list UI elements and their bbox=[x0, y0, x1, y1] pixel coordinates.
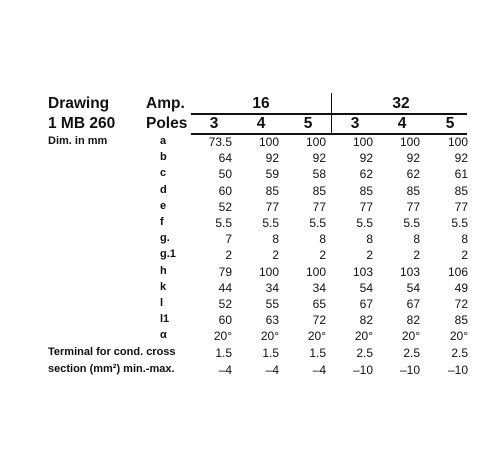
table-cell: 2 bbox=[366, 248, 373, 263]
table-cell: 34 bbox=[312, 280, 326, 295]
table-cell: 2 bbox=[272, 248, 279, 263]
table-cell: 72 bbox=[312, 313, 326, 328]
row-key-h: h bbox=[160, 264, 167, 277]
terminal-min-value: 1.5 bbox=[262, 345, 279, 360]
table-cell: 79 bbox=[218, 264, 232, 279]
terminal-max-value: –10 bbox=[399, 362, 420, 377]
table-cell: 67 bbox=[359, 297, 373, 311]
table-cell: 85 bbox=[312, 183, 326, 198]
table-cell: 8 bbox=[272, 232, 279, 247]
table-cell: 5.5 bbox=[451, 216, 468, 230]
row-key-f: f bbox=[160, 216, 164, 228]
row-key-k: k bbox=[160, 280, 167, 293]
table-cell: 60 bbox=[218, 313, 232, 328]
table-cell: 100 bbox=[258, 264, 279, 279]
row-key-e: e bbox=[160, 199, 167, 212]
table-cell: 50 bbox=[218, 167, 232, 182]
table-cell: 8 bbox=[413, 232, 420, 247]
poles-header: 5 bbox=[303, 115, 313, 132]
table-cell: 20° bbox=[213, 329, 232, 344]
table-cell: 55 bbox=[265, 297, 279, 311]
terminal-max-value: –10 bbox=[352, 362, 373, 377]
table-cell: 2 bbox=[413, 248, 420, 263]
table-cell: 5.5 bbox=[356, 216, 373, 230]
amp-label: Amp. bbox=[146, 95, 185, 112]
table-cell: 100 bbox=[447, 135, 468, 149]
table-cell: 77 bbox=[312, 199, 326, 214]
amp-group-16: 16 bbox=[252, 95, 270, 112]
row-key-b: b bbox=[160, 151, 167, 164]
table-cell: 20° bbox=[307, 329, 326, 344]
table-cell: 85 bbox=[359, 183, 373, 198]
poles-header: 5 bbox=[445, 115, 455, 132]
row-key-c: c bbox=[160, 167, 167, 180]
table-cell: 49 bbox=[454, 280, 468, 295]
table-cell: 77 bbox=[406, 199, 420, 214]
table-cell: 100 bbox=[352, 135, 373, 149]
table-cell: 20° bbox=[260, 329, 279, 344]
table-cell: 85 bbox=[406, 183, 420, 198]
terminal-label-line1: Terminal for cond. cross bbox=[48, 345, 176, 358]
table-cell: 77 bbox=[454, 199, 468, 214]
row-key-l: l bbox=[160, 297, 164, 309]
header-rule-top bbox=[191, 113, 467, 115]
table-cell: 77 bbox=[359, 199, 373, 214]
terminal-min-value: 2.5 bbox=[451, 345, 468, 360]
terminal-min-value: 2.5 bbox=[356, 345, 373, 360]
table-cell: 100 bbox=[399, 135, 420, 149]
terminal-max-value: –4 bbox=[218, 362, 232, 377]
table-cell: 106 bbox=[447, 264, 468, 279]
poles-header: 4 bbox=[256, 115, 266, 132]
table-cell: 5.5 bbox=[262, 216, 279, 230]
terminal-max-value: –4 bbox=[312, 362, 326, 377]
table-cell: 20° bbox=[449, 329, 468, 344]
table-cell: 58 bbox=[312, 167, 326, 182]
table-cell: 62 bbox=[359, 167, 373, 182]
table-cell: 5.5 bbox=[403, 216, 420, 230]
table-cell: 54 bbox=[359, 280, 373, 295]
table-cell: 61 bbox=[454, 167, 468, 182]
table-cell: 72 bbox=[454, 297, 468, 311]
table-cell: 5.5 bbox=[215, 216, 232, 230]
table-cell: 92 bbox=[454, 151, 468, 166]
table-cell: 77 bbox=[265, 199, 279, 214]
table-cell: 82 bbox=[406, 313, 420, 328]
table-cell: 92 bbox=[312, 151, 326, 166]
table-cell: 73.5 bbox=[208, 135, 232, 149]
table-cell: 92 bbox=[265, 151, 279, 166]
table-cell: 64 bbox=[218, 151, 232, 166]
terminal-max-value: –4 bbox=[265, 362, 279, 377]
row-key-d: d bbox=[160, 183, 167, 196]
table-cell: 7 bbox=[225, 232, 232, 247]
table-cell: 52 bbox=[218, 199, 232, 214]
table-cell: 20° bbox=[354, 329, 373, 344]
amp-group-32: 32 bbox=[392, 95, 410, 112]
table-cell: 20° bbox=[401, 329, 420, 344]
table-cell: 59 bbox=[265, 167, 279, 182]
table-cell: 63 bbox=[265, 313, 279, 328]
table-cell: 103 bbox=[399, 264, 420, 279]
table-cell: 92 bbox=[406, 151, 420, 166]
table-cell: 2 bbox=[461, 248, 468, 263]
terminal-label-line2: section (mm²) min.-max. bbox=[48, 362, 175, 375]
row-key-g1: g.1 bbox=[160, 248, 176, 261]
table-cell: 8 bbox=[461, 232, 468, 247]
table-cell: 52 bbox=[218, 297, 232, 311]
table-cell: 2 bbox=[319, 248, 326, 263]
row-key-: α bbox=[160, 329, 167, 342]
row-key-l1: l1 bbox=[160, 313, 170, 326]
table-cell: 67 bbox=[406, 297, 420, 311]
poles-header: 3 bbox=[209, 115, 219, 132]
table-cell: 5.5 bbox=[309, 216, 326, 230]
table-cell: 44 bbox=[218, 280, 232, 295]
terminal-min-value: 2.5 bbox=[403, 345, 420, 360]
table-cell: 92 bbox=[359, 151, 373, 166]
model-label: 1 MB 260 bbox=[48, 115, 116, 132]
table-cell: 2 bbox=[225, 248, 232, 263]
table-cell: 85 bbox=[454, 313, 468, 328]
table-cell: 103 bbox=[352, 264, 373, 279]
poles-header: 3 bbox=[350, 115, 360, 132]
table-cell: 60 bbox=[218, 183, 232, 198]
table-cell: 34 bbox=[265, 280, 279, 295]
table-cell: 8 bbox=[319, 232, 326, 247]
terminal-min-value: 1.5 bbox=[309, 345, 326, 360]
table-cell: 62 bbox=[406, 167, 420, 182]
table-cell: 8 bbox=[366, 232, 373, 247]
dim-label: Dim. in mm bbox=[48, 135, 108, 147]
group-divider bbox=[331, 93, 332, 134]
drawing-label: Drawing bbox=[48, 95, 110, 112]
table-cell: 85 bbox=[454, 183, 468, 198]
terminal-min-value: 1.5 bbox=[215, 345, 232, 360]
table-cell: 82 bbox=[359, 313, 373, 328]
header-rule-bottom bbox=[191, 133, 467, 135]
poles-header: 4 bbox=[397, 115, 407, 132]
table-cell: 85 bbox=[265, 183, 279, 198]
table-cell: 100 bbox=[258, 135, 279, 149]
table-cell: 54 bbox=[406, 280, 420, 295]
row-key-g: g. bbox=[160, 232, 170, 245]
table-cell: 100 bbox=[305, 264, 326, 279]
table-cell: 65 bbox=[312, 297, 326, 311]
poles-label: Poles bbox=[146, 115, 188, 132]
row-key-a: a bbox=[160, 135, 167, 147]
table-cell: 100 bbox=[305, 135, 326, 149]
terminal-max-value: –10 bbox=[447, 362, 468, 377]
